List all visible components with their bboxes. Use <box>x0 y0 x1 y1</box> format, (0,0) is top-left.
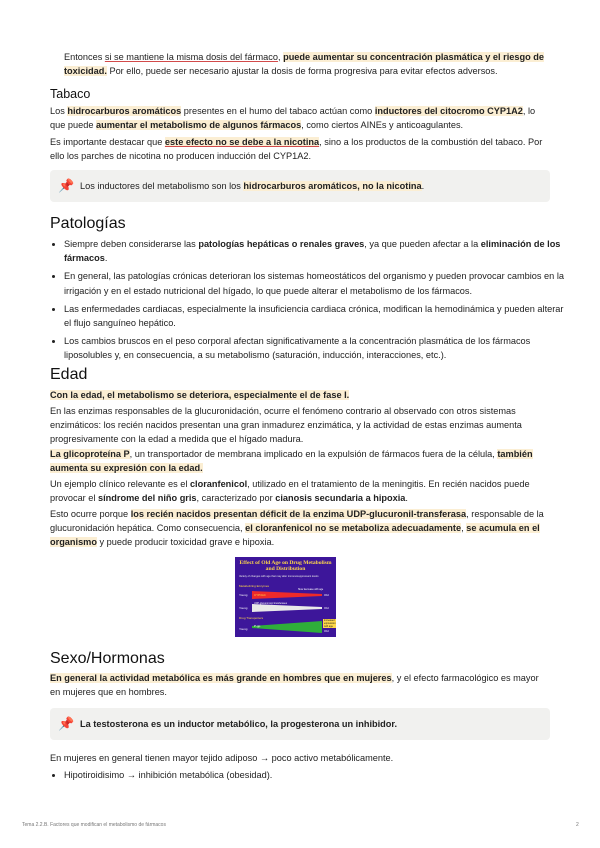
old-age-figure <box>235 557 336 637</box>
edad-paragraph-1: En las enzimas responsables de la glucuronidación, ocurre el fenómeno contrario al observado con otros sistemas enzimáticos: los recién nacidos presentan una gran inmadurez enzimática, y la actividad de estas enzimas aumenta progresivamente con la edad a medida que el hígado madura. <box>50 406 522 445</box>
figure-bar-udp <box>252 604 322 612</box>
edad-heading: Edad <box>50 366 88 383</box>
figure-row-label: Young <box>239 627 248 631</box>
figure-old-tag: Old <box>324 593 329 597</box>
sexo-heading: Sexo/Hormonas <box>50 650 165 667</box>
patologias-heading: Patologías <box>50 215 126 232</box>
figure-section-transporters: Drug Transporters <box>239 616 264 620</box>
figure-bar-pgp <box>252 621 322 633</box>
sexo-paragraph-2: En mujeres en general tienen mayor tejido adiposo → poco activo metabólicamente. <box>50 753 394 763</box>
tabaco-heading: Tabaco <box>50 87 91 101</box>
figure-cyp-label: CYP3A4 <box>254 593 266 597</box>
figure-pgp-label: P-gp <box>254 624 261 628</box>
list-item: • En general, las patologías crónicas deterioran los sistemas homeostáticos del organismo y pueden provocar cambios en la irrigación y en el estado nutricional del hígado, lo que puede alterar el metabolismo de los fármacos. <box>64 269 564 297</box>
edad-paragraph-4: Esto ocurre porque los recién nacidos presentan déficit de la enzima UDP-glucuronil-transferasa, responsable de la glucuronidación hepática. Como consecuencia, el cloranfenicol no se metaboliza adecuadamente, se acumula en el organismo y puede producir toxicidad grave e hipoxia. <box>50 509 544 548</box>
sexo-list <box>50 768 564 782</box>
page-number: 2 <box>576 822 579 828</box>
pushpin-icon: 📌 <box>58 716 75 731</box>
tabaco-paragraph-1: Los hidrocarburos aromáticos presentes en el humo del tabaco actúan como inductores del citocromo CYP1A2, lo que puede aumentar el metabolismo de algunos fármacos, como ciertos AINEs y anticoagulantes. <box>50 106 536 131</box>
sexo-callout-text: La testosterona es un inductor metabólico, la progesterona un inhibidor. <box>80 718 398 729</box>
tabaco-paragraph-2: Es importante destacar que este efecto no se debe a la nicotina, sino a los productos de la combustión del tabaco. Por ello los parches de nicotina no producen inducción del CYP1A2. <box>50 137 543 162</box>
figure-subtitle: Variety of changes with age that may alter immunosuppressant levels <box>239 575 319 578</box>
sexo-paragraph-1: En general la actividad metabólica es más grande en hombres que en mujeres, y el efecto farmacológico es mayor en mujeres que en hombres. <box>50 673 539 698</box>
edad-paragraph-3: Un ejemplo clínico relevante es el cloranfenicol, utilizado en el tratamiento de la meningitis. En recién nacidos puede provocar el síndrome del niño gris, caracterizado por cianosis secundaria a hipoxia. <box>50 479 530 504</box>
figure-decrease-tag: Slow decrease with age <box>298 588 324 591</box>
list-item: • Los cambios bruscos en el peso corporal afectan significativamente a la concentración plasmática de los fármacos liposolubles y, en consecuencia, a su metabolismo (saturación, inducción, interacciones, etc.). <box>64 334 564 362</box>
figure-increase-tag: Increased expression with age <box>324 619 336 628</box>
edad-paragraph-2: La glicoproteína P, un transportador de membrana implicado en la expulsión de fármacos fuera de la célula, también aumenta su expresión con la edad. <box>50 449 533 474</box>
figure-row-label: Young <box>239 606 248 610</box>
list-item: • Las enfermedades cardiacas, especialmente la insuficiencia cardiaca crónica, modifican la hemodinámica y pueden alterar el flujo sanguíneo hepático. <box>64 302 564 330</box>
list-item: • Siempre deben considerarse las patologías hepáticas o renales graves, ya que pueden afectar a la eliminación de los fármacos. <box>64 237 564 265</box>
figure-udp-label: UDP-glucuronosyl transferases <box>254 602 288 605</box>
edad-lead: Con la edad, el metabolismo se deteriora, especialmente el de fase I. <box>50 390 350 400</box>
figure-section-enzymes: Metabolizing Enzymes <box>239 584 270 588</box>
patologias-list <box>50 237 564 363</box>
pushpin-icon: 📌 <box>58 178 75 193</box>
list-item: • Hipotiroidisimo → inhibición metabólica (obesidad). <box>64 768 564 782</box>
intro-paragraph: Entonces si se mantiene la misma dosis del fármaco, puede aumentar su concentración plasmática y el riesgo de toxicidad. Por ello, puede ser necesario ajustar la dosis de forma progresiva para evitar efectos adversos. <box>64 52 544 77</box>
figure-row-label: Young <box>239 593 248 597</box>
footer-title: Tema 2.2.B. Factores que modifican el metabolismo de fármacos <box>22 822 166 828</box>
figure-old-tag: Old <box>324 606 329 610</box>
figure-old-tag: Old <box>324 629 329 633</box>
tabaco-callout-text: Los inductores del metabolismo son los hidrocarburos aromáticos, no la nicotina. <box>80 180 425 191</box>
figure-title: Effect of Old Age on Drug Metabolism and Distribution <box>239 560 332 572</box>
sexo-callout <box>50 708 550 740</box>
tabaco-callout <box>50 170 550 202</box>
